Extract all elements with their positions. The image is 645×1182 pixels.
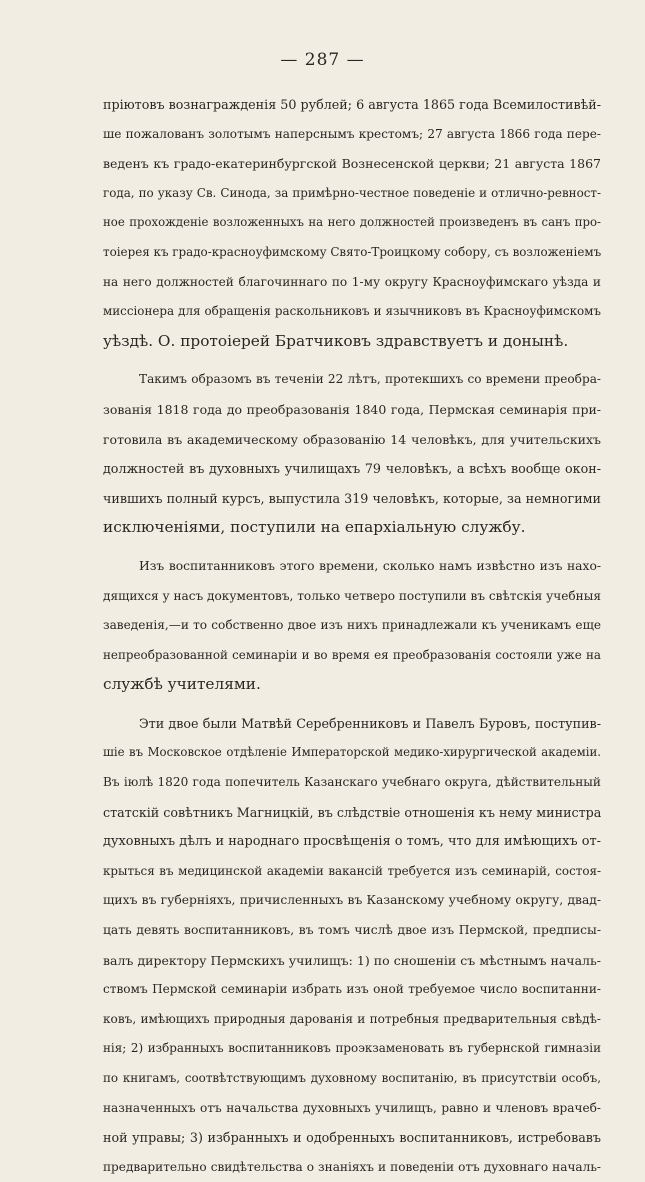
- text-line: пріютовъ вознагражденія 50 рублей; 6 августа 1865 года Всемилостивѣй-: [103, 97, 601, 112]
- text-line: ше пожалованъ золотымъ наперснымъ крестомъ; 27 августа 1866 года пере-: [103, 126, 601, 141]
- text-line: валъ директору Пермскихъ училищъ: 1) по сношеніи съ мѣстнымъ началь-: [103, 952, 601, 968]
- text-line: на него должностей благочиннаго по 1-му округу Красноуфимскаго уѣзда и: [103, 274, 601, 289]
- paragraph-gap: [103, 543, 601, 552]
- text-line: дящихся у насъ документовъ, только четверо поступили въ свѣтскія учебныя: [103, 588, 601, 603]
- text-line: по книгамъ, соотвѣтствующимъ духовному воспитанію, въ присутствіи особъ,: [103, 1071, 601, 1085]
- paragraph-gap: [103, 356, 601, 365]
- text-line: веденъ къ градо-екатеринбургской Вознесенской церкви; 21 августа 1867: [103, 156, 601, 172]
- page-number: — 287 —: [280, 50, 365, 70]
- text-line: службѣ учителями.: [103, 675, 261, 694]
- text-line: Такимъ образомъ въ теченіи 22 лѣтъ, протекшихъ со времени преобра-: [139, 372, 601, 387]
- text-line: щихъ въ губерніяхъ, причисленныхъ въ Казанскому учебному округу, двад-: [103, 893, 601, 908]
- paragraph: [103, 365, 601, 543]
- text-line: миссіонера для обращенія раскольниковъ и язычниковъ въ Красноуфимскомъ: [103, 304, 601, 319]
- paragraph: [103, 90, 601, 356]
- text-line: ковъ, имѣющихъ природныя дарованія и потребныя предварительныя свѣдѣ-: [103, 1011, 601, 1026]
- text-line: крыться въ медицинской академіи вакансій требуется изъ семинарій, состоя-: [103, 863, 601, 878]
- text-line: Въ іюлѣ 1820 года попечитель Казанскаго учебнаго округа, дѣйствительный: [103, 775, 601, 790]
- text-line: шіе въ Московское отдѣленіе Императорской медико-хирургической академіи.: [103, 745, 601, 760]
- text-line: нія; 2) избранныхъ воспитанниковъ проэкзаменовать въ губернской гимназіи: [103, 1041, 601, 1056]
- text-line: ствомъ Пермской семинаріи избрать изъ оной требуемое число воспитанни-: [103, 982, 601, 997]
- text-line: статскій совѣтникъ Магницкій, въ слѣдствіе отношенія къ нему министра: [103, 804, 602, 820]
- text-line: заведенія,—и то собственно двое изъ нихъ принадлежали къ ученикамъ еще: [103, 618, 601, 633]
- text-line: должностей въ духовныхъ училищахъ 79 человѣкъ, а всѣхъ вообще окон-: [103, 461, 601, 477]
- text-line: зованія 1818 года до преобразованія 1840 года, Пермская семинарія при-: [103, 401, 601, 417]
- text-line: духовныхъ дѣлъ и народнаго просвѣщенія о томъ, что для имѣющихъ от-: [103, 834, 601, 850]
- body-text: [103, 90, 601, 1182]
- text-line: предварительно свидѣтельства о знаніяхъ и поведеніи отъ духовнаго началь-: [103, 1159, 601, 1174]
- text-line: Изъ воспитанниковъ этого времени, сколько намъ извѣстно изъ нахо-: [139, 558, 601, 573]
- text-line: тоіерея къ градо-красноуфимскому Свято-Троицкому собору, съ возложеніемъ: [103, 244, 602, 259]
- text-line: назначенныхъ отъ начальства духовныхъ училищъ, равно и членовъ врачеб-: [103, 1100, 601, 1115]
- text-line: непреобразованной семинаріи и во время ея преобразованія состояли уже на: [103, 647, 601, 662]
- text-line: чившихъ полный курсъ, выпустила 319 человѣкъ, которые, за немногими: [103, 490, 601, 506]
- text-line: исключеніями, поступили на епархіальную службу.: [103, 518, 526, 537]
- text-line: цать девять воспитанниковъ, въ томъ числѣ двое изъ Пермской, предписы-: [103, 923, 601, 938]
- text-line: ной управы; 3) избранныхъ и одобренныхъ воспитанниковъ, истребовавъ: [103, 1130, 601, 1146]
- text-line: года, по указу Св. Синода, за примѣрно-честное поведеніе и отлично-ревност-: [103, 185, 601, 200]
- text-line: готовила въ академическому образованію 14 человѣкъ, для учительскихъ: [103, 431, 601, 447]
- paragraph: [103, 552, 601, 700]
- paragraph-gap: [103, 700, 601, 709]
- text-line: ное прохожденіе возложенныхъ на него должностей произведенъ въ санъ про-: [103, 215, 601, 230]
- paragraph: [103, 709, 601, 1182]
- text-line: уѣздѣ. О. протоіерей Братчиковъ здравствуетъ и донынѣ.: [103, 331, 569, 350]
- text-line: Эти двое были Матвѣй Серебренниковъ и Павелъ Буровъ, поступив-: [139, 715, 601, 731]
